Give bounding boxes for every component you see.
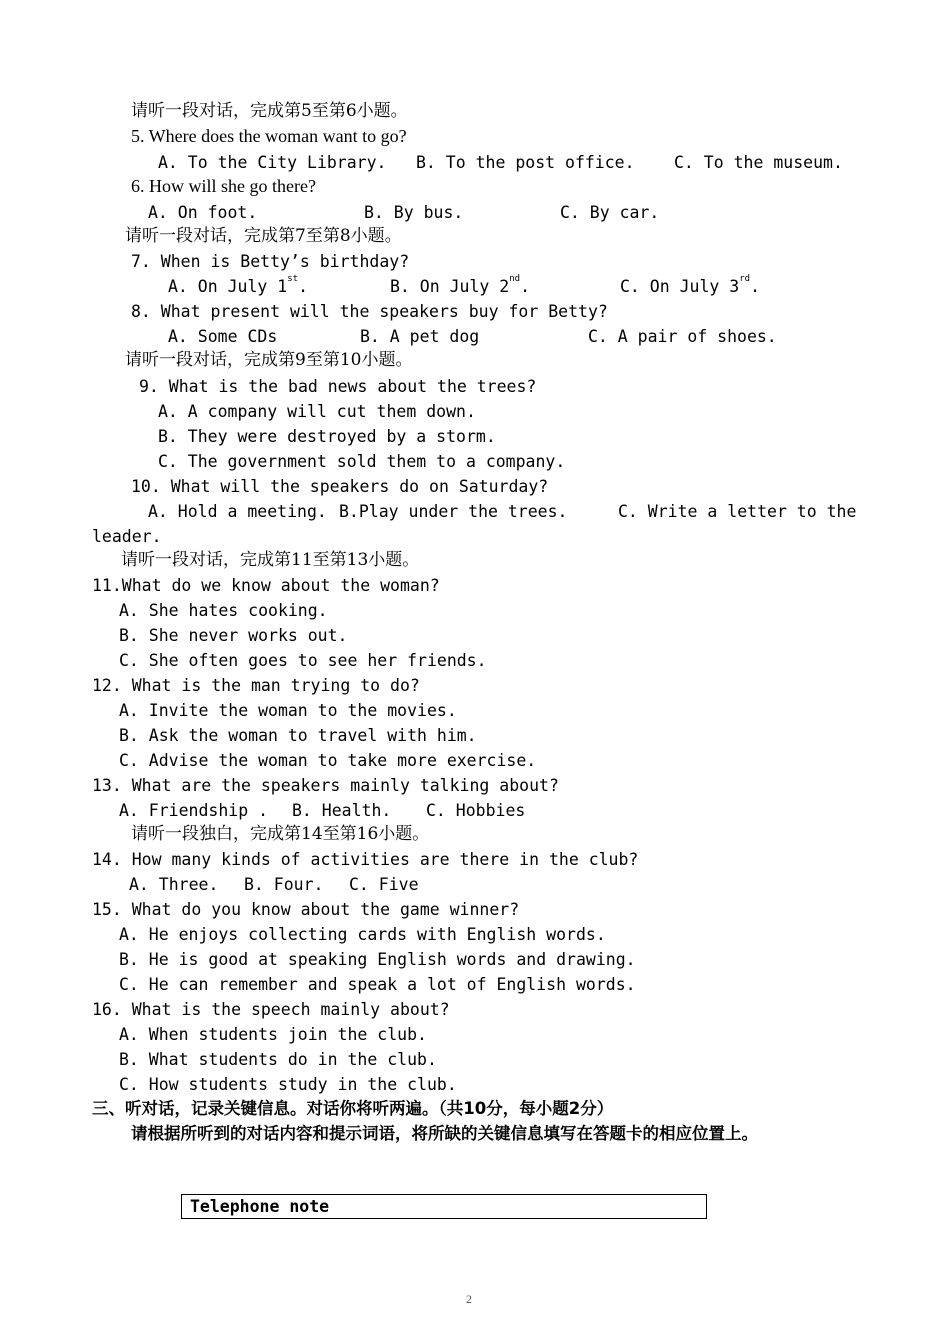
option-b: B. Ask the woman to travel with him. <box>119 726 477 745</box>
option-b: B. She never works out. <box>119 626 348 645</box>
option-a: A. Friendship . <box>119 801 269 820</box>
option-a: A. On July 1st. <box>168 274 308 296</box>
section-instruction: 请听一段对话，完成第11至第13小题。 <box>121 550 420 570</box>
option-c: C. Write a letter to the <box>618 502 857 521</box>
telephone-note-box <box>181 1194 707 1219</box>
question-text: 14. How many kinds of activities are there in the club? <box>92 850 639 869</box>
option-c: C. Hobbies <box>426 801 526 820</box>
option-b: B. On July 2nd. <box>390 274 530 296</box>
option-c: C. She often goes to see her friends. <box>119 651 487 670</box>
option-a: A. When students join the club. <box>119 1025 427 1044</box>
option-a: A. Some CDs <box>168 327 278 346</box>
question-text: 6. How will she go there? <box>131 176 316 196</box>
option-b: B. A pet dog <box>360 327 480 346</box>
question-text: 11.What do we know about the woman? <box>92 576 440 595</box>
option-a: A. He enjoys collecting cards with English words. <box>119 925 606 944</box>
option-c: C. To the museum. <box>674 153 843 172</box>
option-a: A. A company will cut them down. <box>158 402 476 421</box>
option-a: A. To the City Library. <box>158 153 387 172</box>
option-c: C. How students study in the club. <box>119 1075 457 1094</box>
section-instruction: 请听一段独白，完成第14至第16小题。 <box>131 824 430 844</box>
option-a: A. Hold a meeting. <box>148 502 327 521</box>
question-text: 13. What are the speakers mainly talking about? <box>92 776 559 795</box>
option-c: C. He can remember and speak a lot of English words. <box>119 975 636 994</box>
part-title: 三、听对话，记录关键信息。对话你将听两遍。（共10分，每小题2分） <box>92 1099 614 1118</box>
option-b: B. They were destroyed by a storm. <box>158 427 496 446</box>
option-c: C. Five <box>349 875 419 894</box>
section-instruction: 请听一段对话，完成第7至第8小题。 <box>125 226 402 246</box>
option-b: B. What students do in the club. <box>119 1050 437 1069</box>
question-text: 10. What will the speakers do on Saturday? <box>131 477 549 496</box>
option-b: B. Health. <box>292 801 392 820</box>
option-b: B. Four. <box>244 875 324 894</box>
page-number: 2 <box>466 1292 472 1306</box>
option-a: A. She hates cooking. <box>119 601 328 620</box>
section-instruction: 请听一段对话，完成第5至第6小题。 <box>131 101 408 121</box>
option-a: A. Three. <box>129 875 219 894</box>
question-text: 16. What is the speech mainly about? <box>92 1000 450 1019</box>
question-text: 15. What do you know about the game winner? <box>92 900 520 919</box>
question-text: 7. When is Betty’s birthday? <box>131 252 410 271</box>
option-c: C. On July 3rd. <box>620 274 760 296</box>
question-text: 9. What is the bad news about the trees? <box>139 377 537 396</box>
telephone-note-title: Telephone note <box>190 1197 330 1216</box>
section-instruction: 请听一段对话，完成第9至第10小题。 <box>125 350 413 370</box>
part-instruction: 请根据所听到的对话内容和提示词语，将所缺的关键信息填写在答题卡的相应位置上。 <box>131 1124 758 1143</box>
option-a: A. On foot. <box>148 203 258 222</box>
question-text: 12. What is the man trying to do? <box>92 676 420 695</box>
option-c: C. By car. <box>560 203 660 222</box>
option-c: C. A pair of shoes. <box>588 327 777 346</box>
option-a: A. Invite the woman to the movies. <box>119 701 457 720</box>
option-b: B. He is good at speaking English words and drawing. <box>119 950 636 969</box>
option-b: B.Play under the trees. <box>339 502 568 521</box>
question-text: 5. Where does the woman want to go? <box>131 126 407 146</box>
option-c: C. The government sold them to a company. <box>158 452 566 471</box>
question-text: 8. What present will the speakers buy for Betty? <box>131 302 608 321</box>
option-b: B. To the post office. <box>416 153 635 172</box>
option-c: C. Advise the woman to take more exercise. <box>119 751 537 770</box>
option-c-continued: leader. <box>92 527 162 546</box>
option-b: B. By bus. <box>364 203 464 222</box>
